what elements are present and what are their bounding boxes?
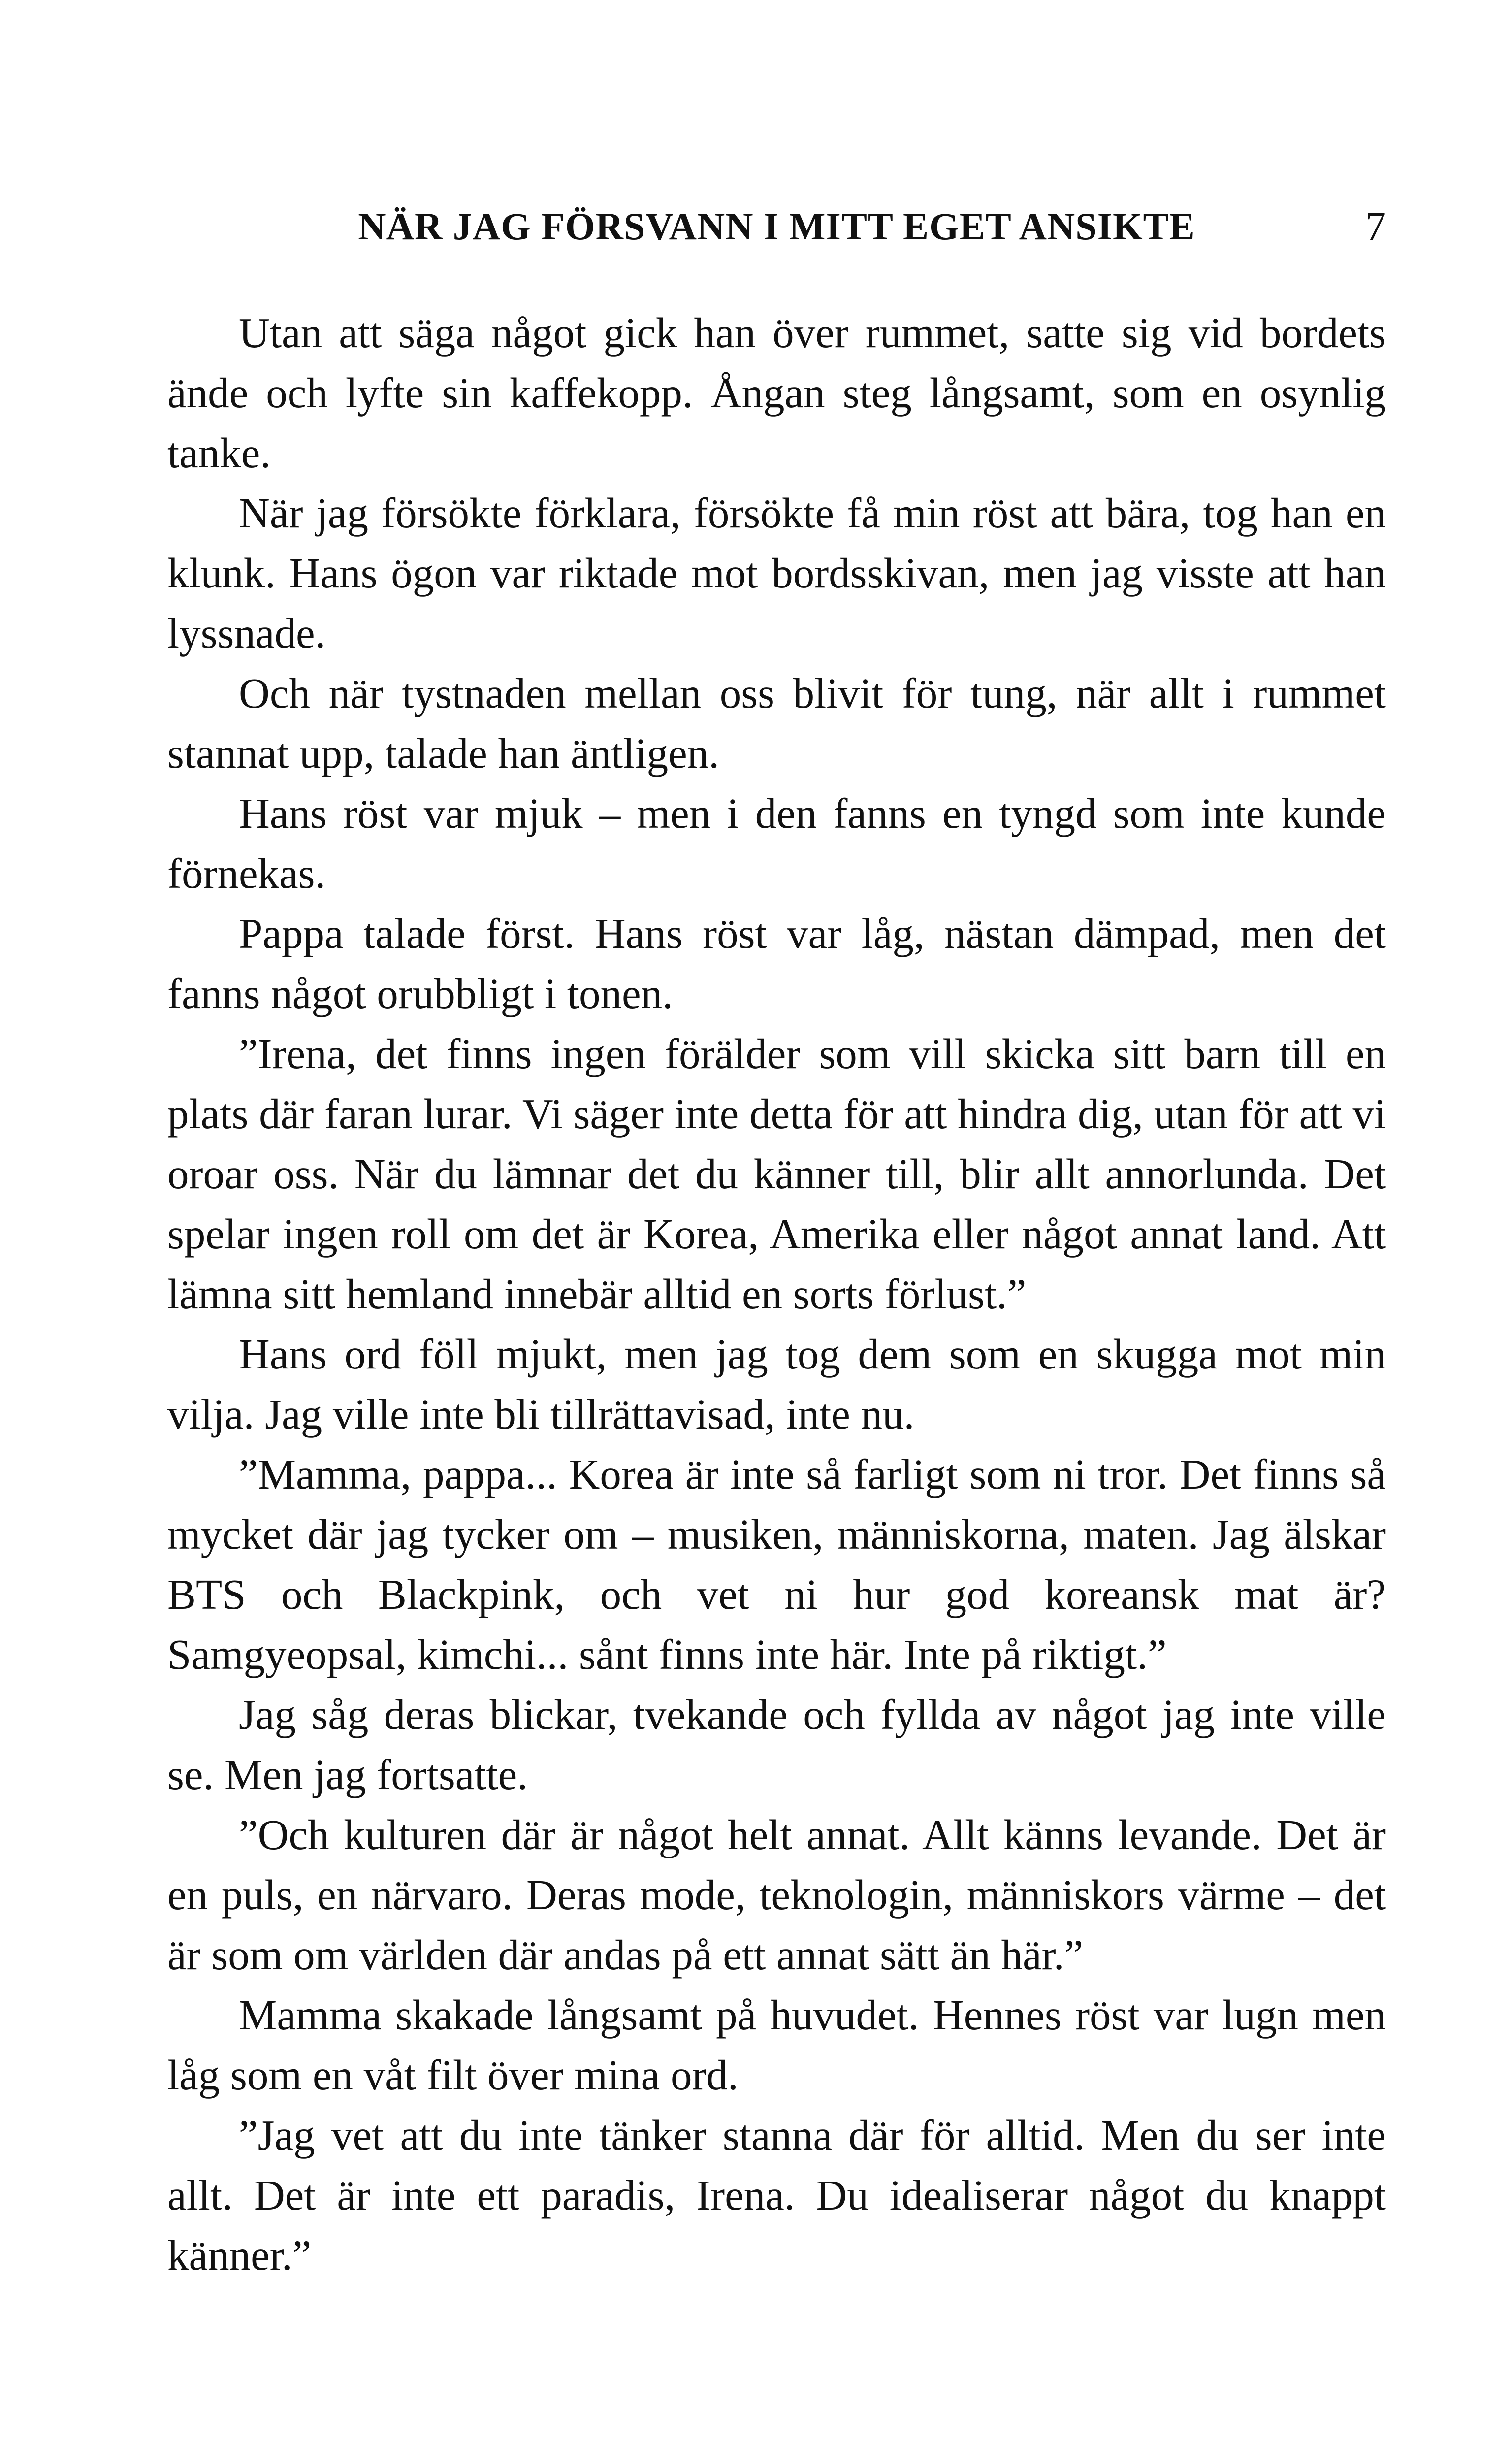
paragraph: Och när tystnaden mellan oss blivit för tung, när allt i rummet stannat upp, talade han äntligen. [167,669,1386,777]
paragraph: Mamma skakade långsamt på huvudet. Hennes röst var lugn men låg som en våt filt över mina ord. [167,1991,1386,2099]
paragraph: Jag såg deras blickar, tvekande och fyllda av något jag inte ville se. Men jag fortsatte. [167,1691,1386,1798]
paragraph: När jag försökte förklara, försökte få min röst att bära, tog han en klunk. Hans ögon var riktade mot bordsskivan, men jag visste att han lyssnade. [167,489,1386,657]
body-text [167,303,1386,2285]
page-number: 7 [1365,203,1386,249]
paragraph: Pappa talade först. Hans röst var låg, nästan dämpad, men det fanns något orubbligt i tonen. [167,910,1386,1017]
paragraph: ”Mamma, pappa... Korea är inte så farligt som ni tror. Det finns så mycket där jag tycker om – musiken, människorna, maten. Jag älskar BTS och Blackpink, och vet ni hur god koreansk mat är? Samgyeopsal, kimchi... sånt finns inte här. Inte på riktigt.” [167,1450,1386,1678]
running-title: NÄR JAG FÖRSVANN I MITT EGET ANSIKTE [358,205,1195,248]
paragraph: ”Irena, det finns ingen förälder som vill skicka sitt barn till en plats där faran lurar. Vi säger inte detta för att hindra dig, utan för att vi oroar oss. När du lämnar det du känner till, blir allt annorlunda. Det spelar ingen roll om det är Korea, Amerika eller något annat land. Att lämna sitt hemland innebär alltid en sorts förlust.” [167,1030,1386,1318]
page-header [167,197,1386,256]
paragraph: ”Och kulturen där är något helt annat. Allt känns levande. Det är en puls, en närvaro. Deras mode, teknologin, människors värme – det är som om världen där andas på ett annat sätt än här.” [167,1811,1386,1979]
paragraph: Utan att säga något gick han över rummet, satte sig vid bordets ände och lyfte sin kaffekopp. Ångan steg långsamt, som en osynlig tanke. [167,309,1386,477]
paragraph: Hans ord föll mjukt, men jag tog dem som en skugga mot min vilja. Jag ville inte bli tillrättavisad, inte nu. [167,1330,1386,1438]
paragraph: ”Jag vet att du inte tänker stanna där för alltid. Men du ser inte allt. Det är inte ett paradis, Irena. Du idealiserar något du knappt känner.” [167,2111,1386,2279]
paragraph: Hans röst var mjuk – men i den fanns en tyngd som inte kunde förnekas. [167,789,1386,897]
